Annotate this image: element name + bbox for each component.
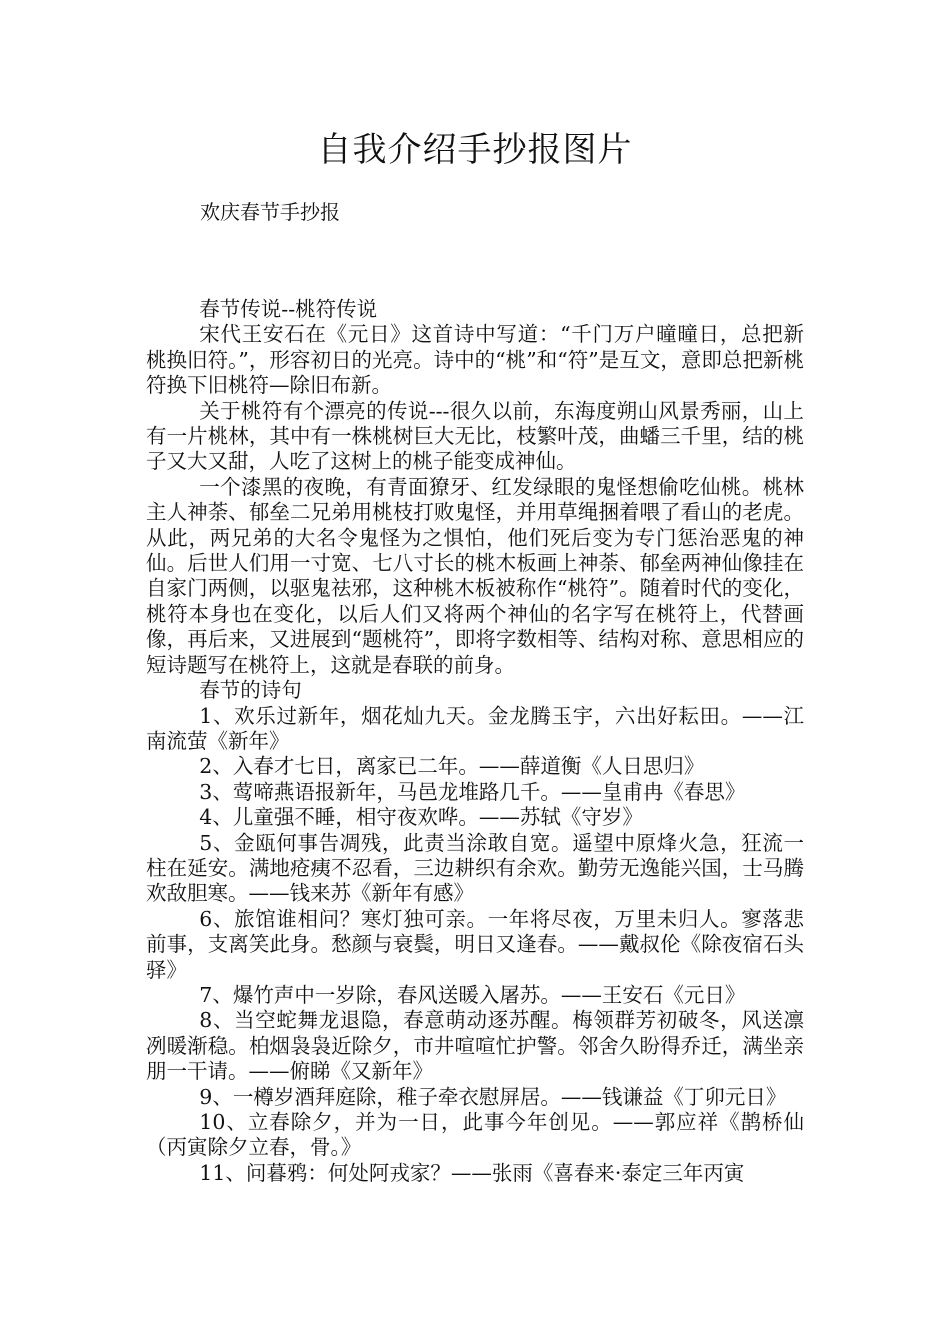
poem-item: 9、一樽岁酒拜庭除，稚子牵衣慰屏居。——钱谦益《丁卯元日》 (199, 1084, 787, 1109)
poem-item: 6、旅馆谁相问？寒灯独可亲。一年将尽夜，万里未归人。寥落悲前事，支离笑此身。愁颜与衰鬓，明日又逢春。——戴叔伦《除夜宿石头驿》 (146, 906, 804, 982)
document-body (146, 297, 804, 1186)
poem-item: 8、当空蛇舞龙退隐，春意萌动逐苏醒。梅领群芳初破冬，风送凛冽暖渐稳。柏烟袅袅近除夕，市井喧喧忙护警。邻舍久盼得乔迁，满坐亲朋一干请。——俯睇《又新年》 (146, 1008, 804, 1084)
body-paragraph: 关于桃符有个漂亮的传说---很久以前，东海度朔山风景秀丽，山上有一片桃林，其中有一株桃树巨大无比，枝繁叶茂，曲蟠三千里，结的桃子又大又甜，人吃了这树上的桃子能变成神仙。 (146, 398, 804, 474)
poem-item: 5、金瓯何事告凋残，此责当涂敢自宽。遥望中原烽火急，狂流一柱在延安。满地疮痍不忍看，三边耕织有余欢。勤劳无逸能兴国，士马腾欢敌胆寒。——钱来苏《新年有感》 (146, 830, 804, 906)
poem-item: 4、儿童强不睡，相守夜欢哗。——苏轼《守岁》 (199, 805, 643, 830)
poem-item: 10、立春除夕，并为一日，此事今年创见。——郭应祥《鹊桥仙（丙寅除夕立春，骨。》 (146, 1110, 804, 1160)
section-heading-legend: 春节传说--桃符传说 (199, 297, 378, 321)
body-paragraph: 宋代王安石在《元日》这首诗中写道：“千门万户曈曈日，总把新桃换旧符。”，形容初日的光亮。诗中的“桃”和“符”是互文，意即总把新桃符换下旧桃符—除旧布新。 (146, 322, 804, 398)
document-title: 自我介绍手抄报图片 (317, 130, 633, 170)
body-paragraph: 一个漆黑的夜晚，有青面獠牙、红发绿眼的鬼怪想偷吃仙桃。桃林主人神荼、郁垒二兄弟用桃枝打败鬼怪，并用草绳捆着喂了看山的老虎。从此，两兄弟的大名令鬼怪为之惧怕，他们死后变为专门惩治恶鬼的神仙。后世人们用一寸宽、七八寸长的桃木板画上神荼、郁垒两神仙像挂在自家门两侧，以驱鬼祛邪，这种桃木板被称作“桃符”。随着时代的变化，桃符本身也在变化，以后人们又将两个神仙的名字写在桃符上，代替画像，再后来，又进展到“题桃符”，即将字数相等、结构对称、意思相应的短诗题写在桃符上，这就是春联的前身。 (146, 474, 804, 677)
poem-item: 7、爆竹声中一岁除，春风送暖入屠苏。——王安石《元日》 (199, 982, 746, 1007)
poem-item: 11、问暮鸦：何处阿戎家？——张雨《喜春来·泰定三年丙寅 (199, 1160, 745, 1185)
poem-item: 3、莺啼燕语报新年，马邑龙堆路几千。——皇甫冉《春思》 (199, 779, 746, 804)
poem-item: 1、欢乐过新年，烟花灿九天。金龙腾玉宇，六出好耘田。——江南流萤《新年》 (146, 703, 804, 753)
document-subtitle: 欢庆春节手抄报 (200, 200, 340, 224)
poem-item: 2、入春才七日，离家已二年。——薛道衡《人日思归》 (199, 754, 705, 779)
section-heading-poems: 春节的诗句 (199, 678, 302, 703)
